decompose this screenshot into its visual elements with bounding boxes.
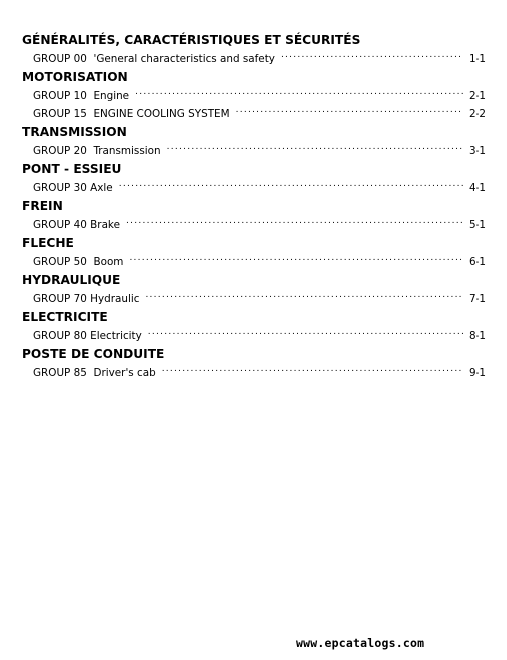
page-number: 6-1	[469, 256, 486, 268]
watermark-url: www.epcatalogs.com	[296, 636, 425, 650]
toc-entry[interactable]	[22, 48, 486, 66]
page-number: 4-1	[469, 182, 486, 194]
dot-leader	[167, 140, 463, 154]
dot-leader	[236, 103, 463, 117]
group-title: 'General characteristics and safety	[86, 53, 275, 65]
section-title: MOTORISATION	[22, 70, 128, 84]
dot-leader	[119, 177, 463, 191]
page-number: 1-1	[469, 53, 486, 65]
group-title: Electricity	[86, 330, 142, 342]
section-title: TRANSMISSION	[22, 125, 127, 139]
group-number: GROUP 15	[33, 108, 87, 120]
toc-entry[interactable]	[22, 288, 486, 306]
dot-leader	[129, 251, 463, 265]
dot-leader	[126, 214, 463, 228]
group-title: Axle	[86, 182, 113, 194]
page-number: 8-1	[469, 330, 486, 342]
page-number: 2-2	[469, 108, 486, 120]
group-title: Hydraulic	[86, 293, 140, 305]
group-title: ENGINE COOLING SYSTEM	[86, 108, 230, 120]
section-title: FREIN	[22, 199, 63, 213]
section-title: GÉNÉRALITÉS, CARACTÉRISTIQUES ET SÉCURITÉS	[22, 33, 361, 47]
dot-leader	[145, 288, 463, 302]
toc-section	[22, 162, 486, 195]
section-title: HYDRAULIQUE	[22, 273, 121, 287]
group-number: GROUP 50	[33, 256, 87, 268]
page-number: 7-1	[469, 293, 486, 305]
table-of-contents	[22, 33, 486, 384]
group-number: GROUP 20	[33, 145, 87, 157]
toc-entry[interactable]	[22, 103, 486, 121]
group-title: Transmission	[86, 145, 161, 157]
toc-section	[22, 236, 486, 269]
toc-entry[interactable]	[22, 362, 486, 380]
group-number: GROUP 80	[33, 330, 87, 342]
toc-section	[22, 125, 486, 158]
toc-entry[interactable]	[22, 140, 486, 158]
group-title: Boom	[86, 256, 124, 268]
toc-entry[interactable]	[22, 214, 486, 232]
toc-entry[interactable]	[22, 85, 486, 103]
page-number: 5-1	[469, 219, 486, 231]
toc-entry[interactable]	[22, 325, 486, 343]
group-number: GROUP 40	[33, 219, 87, 231]
group-number: GROUP 85	[33, 367, 87, 379]
group-number: GROUP 10	[33, 90, 87, 102]
page-number: 2-1	[469, 90, 486, 102]
toc-entry[interactable]	[22, 177, 486, 195]
dot-leader	[281, 48, 463, 62]
dot-leader	[162, 362, 463, 376]
toc-section	[22, 70, 486, 121]
group-title: Driver's cab	[86, 367, 156, 379]
toc-section	[22, 33, 486, 66]
section-title: PONT - ESSIEU	[22, 162, 122, 176]
page-number: 9-1	[469, 367, 486, 379]
toc-section	[22, 199, 486, 232]
toc-section	[22, 347, 486, 380]
group-number: GROUP 00	[33, 53, 87, 65]
page-number: 3-1	[469, 145, 486, 157]
group-title: Engine	[86, 90, 130, 102]
dot-leader	[148, 325, 463, 339]
group-number: GROUP 30	[33, 182, 87, 194]
section-title: ELECTRICITE	[22, 310, 108, 324]
section-title: FLECHE	[22, 236, 74, 250]
section-title: POSTE DE CONDUITE	[22, 347, 165, 361]
group-title: Brake	[86, 219, 120, 231]
group-number: GROUP 70	[33, 293, 87, 305]
toc-section	[22, 310, 486, 343]
toc-section	[22, 273, 486, 306]
toc-entry[interactable]	[22, 251, 486, 269]
dot-leader	[135, 85, 463, 99]
